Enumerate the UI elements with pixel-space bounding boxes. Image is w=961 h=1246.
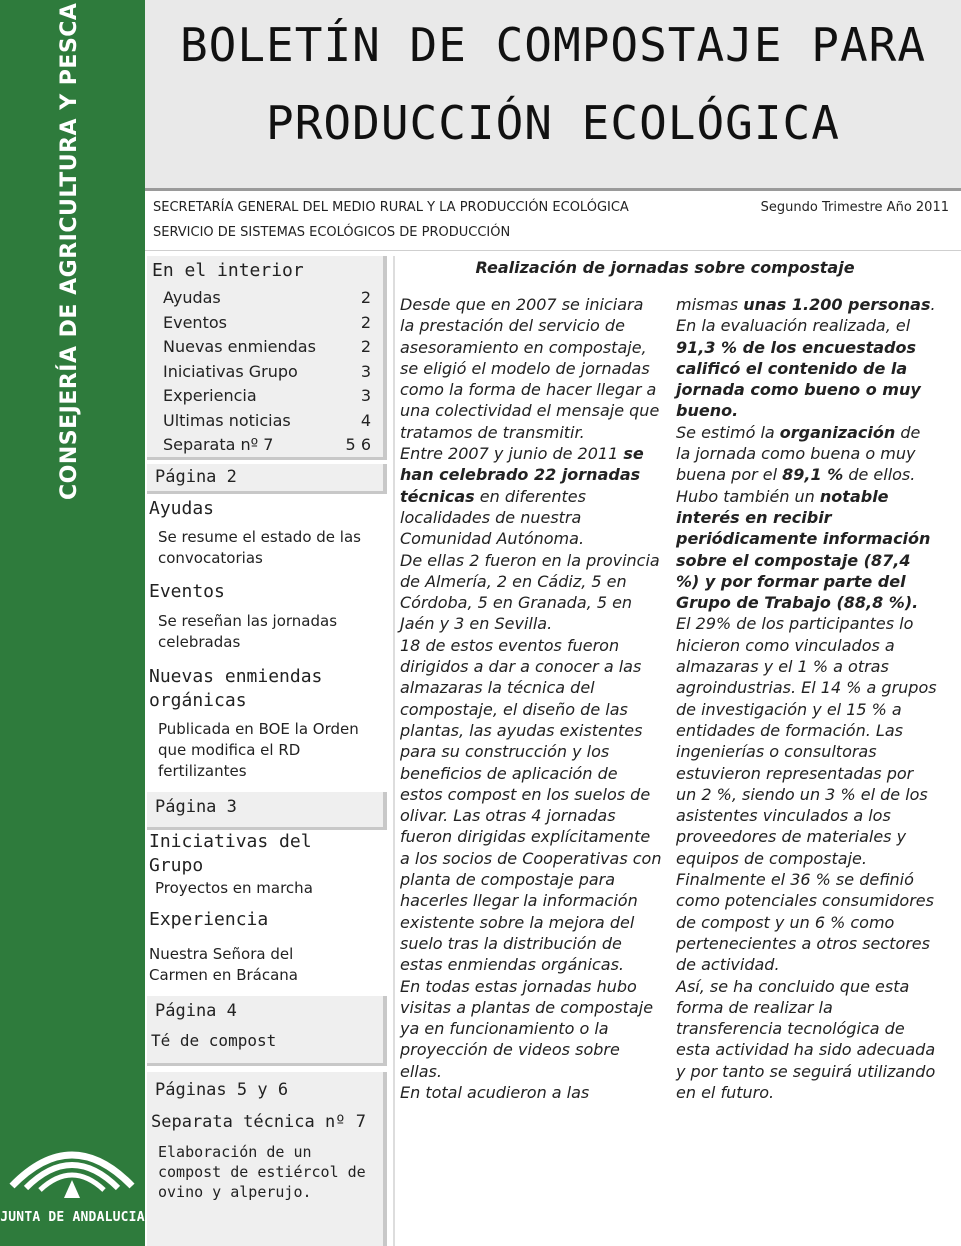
page-3-label: Página 3 <box>155 797 237 817</box>
article-paragraph: Así, se ha concluido que esta forma de realizar la transferencia tecnológica de esta actividad ha sido adecuada y por tanto se seguirá utilizando en el futuro. <box>676 976 936 1102</box>
toc-item-label: Eventos <box>163 313 227 332</box>
section-desc-iniciativas: Proyectos en marcha <box>155 879 313 897</box>
article-paragraph: Entre 2007 y junio de 2011 se han celebrado 22 jornadas técnicas en diferentes localidades de nuestra Comunidad Autónoma. <box>400 444 644 549</box>
article-title: Realización de jornadas sobre compostaje <box>475 258 855 277</box>
toc-item-page: 3 <box>360 362 371 381</box>
toc-item-label: Experiencia <box>163 386 257 405</box>
toc-item-label: Ayudas <box>163 288 221 307</box>
toc-item-label: Nuevas enmiendas <box>163 337 316 356</box>
toc-item[interactable] <box>163 386 371 410</box>
section-desc-ayudas: Se resume el estado de las convocatorias <box>158 528 361 567</box>
article-column-2 <box>676 294 938 1103</box>
article-paragraph: Hubo también un notable interés en recibir periódicamente información sobre el compostaje (87,4 %) y por formar parte del Grupo de Trabajo (88,8 %). <box>676 486 931 613</box>
highlight-jornadas: se han celebrado 22 jornadas técnicas <box>400 444 644 506</box>
subheader-divider <box>145 250 961 251</box>
junta-logo-text: JUNTA DE ANDALUCIA <box>0 1210 145 1225</box>
toc-item-page: 2 <box>360 313 371 332</box>
section-heading-enmiendas: Nuevas enmiendas orgánicas <box>149 666 323 711</box>
page-3-label-box <box>147 792 387 830</box>
article-paragraph: En todas estas jornadas hubo visitas a plantas de compostaje ya en funcionamiento o la proyección de videos sobre ellas. <box>400 976 654 1081</box>
toc-item[interactable] <box>163 337 371 361</box>
issue-date: Segundo Trimestre Año 2011 <box>760 200 949 215</box>
article-paragraph: Desde que en 2007 se iniciara la prestación del servicio de asesoramiento en compostaje, se eligió el modelo de jornadas como la forma de hacer llegar a una colectividad el mensaje que tratamos de transmitir. <box>400 295 660 442</box>
article-paragraph: 18 de estos eventos fueron dirigidos a dar a conocer a las almazaras la técnica del compostaje, el diseño de las plantas, las ayudas existentes para su construcción y los beneficios de aplicación de estos compost en los suelos de olivar. Las otras 4 jornadas fueron dirigidas explícitamente a los socios de Cooperativas con planta de compostaje para hacerles llegar la información existente sobre la mejora del suelo tras la distribución de estas enmiendas orgánicas. <box>400 635 662 975</box>
pages-5-6-box <box>147 1072 387 1246</box>
section-desc-enmiendas: Publicada en BOE la Orden que modifica el RD fertilizantes <box>158 720 359 780</box>
junta-logo-icon <box>0 1130 145 1246</box>
toc-item[interactable] <box>163 411 371 435</box>
highlight-evaluacion: 91,3 % de los encuestados calificó el contenido de la jornada como bueno o muy bueno. <box>676 337 921 421</box>
toc-item-page: 3 <box>360 386 371 405</box>
highlight-percent: 89,1 % <box>782 465 844 485</box>
contents-sidebar <box>145 254 390 1246</box>
pages-5-6-label: Páginas 5 y 6 <box>155 1080 289 1100</box>
highlight-organizacion: organización <box>779 422 896 442</box>
article-paragraph: El 29% de los participantes lo hicieron como vinculados a almazaras y el 1 % a otras agroindustrias. El 14 % a grupos de investigación y el 15 % a entidades de formación. Las ingenierías o consultoras estuvieron representadas por un 2 %, siendo un 3 % el de los asistentes vinculados a los proveedores de materiales y equipos de compostaje. <box>676 614 937 868</box>
toc-item-page: 2 <box>360 288 371 307</box>
page-2-label: Página 2 <box>155 467 237 487</box>
toc-title: En el interior <box>152 260 304 281</box>
highlight-interes: notable interés en recibir periódicamente información sobre el compostaje (87,4 %) y por formar parte del Grupo de Trabajo (88,8 %). <box>676 486 931 613</box>
article-paragraph: mismas unas 1.200 personas. <box>676 295 936 314</box>
article-paragraph: De ellas 2 fueron en la provincia de Almería, 2 en Cádiz, 5 en Córdoba, 5 en Granada, 5 en Jaén y 3 en Sevilla. <box>400 550 660 634</box>
toc-item-label: Iniciativas Grupo <box>163 362 298 381</box>
toc-item[interactable] <box>163 435 371 459</box>
page-4-label: Página 4 <box>155 1001 237 1021</box>
toc-item-page: 2 <box>360 337 371 356</box>
page-4-desc: Té de compost <box>151 1031 277 1050</box>
section-heading-iniciativas: Iniciativas del Grupo <box>149 831 312 876</box>
toc-item-label: Separata nº 7 <box>163 435 274 454</box>
page-2-label-box <box>147 464 387 494</box>
toc-item[interactable] <box>163 288 371 312</box>
toc-item[interactable] <box>163 362 371 386</box>
separata-desc: Elaboración de un compost de estiércol de ovino y alperujo. <box>158 1143 366 1201</box>
page-title-line-1: BOLETÍN DE COMPOSTAJE PARA <box>179 18 927 72</box>
page-title-line-2: PRODUCCIÓN ECOLÓGICA <box>266 96 840 150</box>
article-paragraph: En total acudieron a las <box>400 1082 590 1102</box>
subtitle-secretaria: SECRETARÍA GENERAL DEL MEDIO RURAL Y LA PRODUCCIÓN ECOLÓGICA <box>153 200 629 215</box>
consejeria-vertical-label: CONSEJERÍA DE AGRICULTURA Y PESCA <box>57 2 82 500</box>
section-desc-eventos: Se reseñan las jornadas celebradas <box>158 612 338 651</box>
subtitle-servicio: SERVICIO DE SISTEMAS ECOLÓGICOS DE PRODUCCIÓN <box>153 225 511 240</box>
toc-item-page: 5 6 <box>345 435 371 454</box>
section-heading-eventos: Eventos <box>149 581 225 602</box>
page-4-box <box>147 996 387 1066</box>
column-divider <box>393 256 395 1246</box>
header-divider <box>145 188 961 191</box>
toc-item-label: Ultimas noticias <box>163 411 291 430</box>
article-column-1 <box>400 294 662 1103</box>
section-heading-experiencia: Experiencia <box>149 909 269 930</box>
section-heading-ayudas: Ayudas <box>149 498 215 519</box>
separata-heading: Separata técnica nº 7 <box>151 1112 366 1132</box>
toc-item-page: 4 <box>360 411 371 430</box>
toc-item[interactable] <box>163 313 371 337</box>
highlight-personas: unas 1.200 personas <box>743 295 931 314</box>
toc-box <box>147 256 387 460</box>
article-paragraph: Finalmente el 36 % se definió como potenciales consumidores de compost y un 6 % como pertenecientes a otros sectores de actividad. <box>676 870 934 975</box>
article-paragraph: Se estimó la organización de la jornada como buena o muy buena por el 89,1 % de ellos. <box>676 422 921 485</box>
article-paragraph: En la evaluación realizada, el 91,3 % de los encuestados calificó el contenido de la jornada como bueno o muy bueno. <box>676 316 921 421</box>
section-desc-experiencia: Nuestra Señora del Carmen en Brácana <box>149 945 298 984</box>
